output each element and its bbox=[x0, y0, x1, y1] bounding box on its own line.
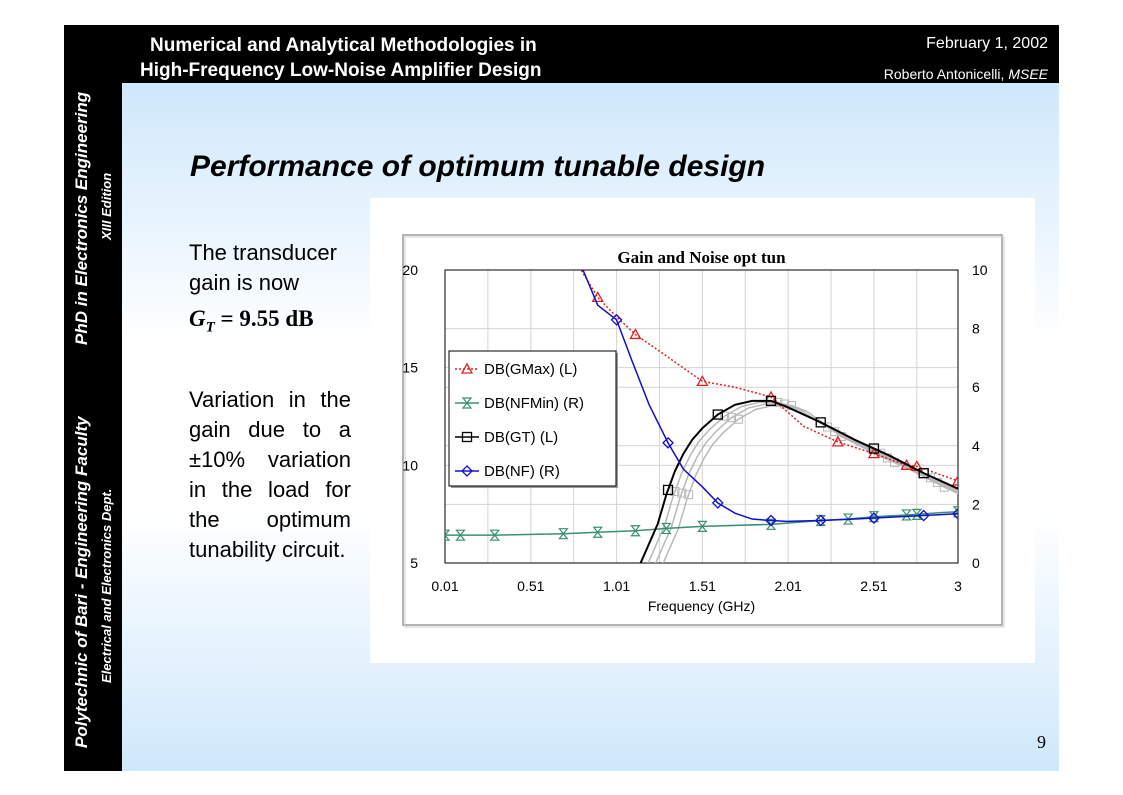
page-number: 9 bbox=[1037, 732, 1046, 752]
right-y-tick-label: 4 bbox=[972, 437, 980, 454]
gt-value: = 9.55 dB bbox=[214, 306, 314, 331]
sidebar-edition: XIII Edition bbox=[99, 172, 114, 240]
right-y-tick-label: 2 bbox=[972, 496, 980, 513]
legend-label-gt: DB(GT) (L) bbox=[484, 429, 559, 446]
author-name: Roberto Antonicelli, bbox=[883, 66, 1005, 82]
x-tick-label: 0.51 bbox=[517, 578, 545, 594]
header-title-line2: High-Frequency Low-Noise Amplifier Design bbox=[140, 60, 542, 81]
x-tick-label: 1.01 bbox=[602, 578, 631, 594]
header-title-line1: Numerical and Analytical Methodologies in bbox=[150, 35, 537, 56]
author-degree: MSEE bbox=[1008, 66, 1048, 82]
gt-formula bbox=[189, 304, 351, 343]
x-axis-label: Frequency (GHz) bbox=[647, 598, 756, 614]
left-y-tick-label: 5 bbox=[410, 555, 418, 571]
left-y-tick-label: 15 bbox=[402, 359, 418, 376]
gt-symbol: G bbox=[189, 306, 206, 331]
body-text bbox=[189, 238, 351, 565]
sidebar-institution: Polytechnic of Bari - Engineering Faculty bbox=[72, 416, 91, 748]
chart-title: Gain and Noise opt tun bbox=[617, 248, 786, 267]
gt-subscript: T bbox=[205, 319, 215, 336]
left-y-tick-label: 10 bbox=[402, 457, 418, 474]
legend-label-gmax: DB(GMax) (L) bbox=[484, 361, 578, 378]
x-tick-label: 2.51 bbox=[860, 578, 888, 594]
gain-noise-chart bbox=[370, 198, 1035, 663]
right-y-tick-label: 8 bbox=[972, 320, 980, 337]
x-tick-label: 2.01 bbox=[774, 578, 802, 594]
legend-label-nfmin: DB(NFMin) (R) bbox=[484, 395, 584, 412]
chart-panel bbox=[370, 198, 1035, 663]
header-date: February 1, 2002 bbox=[926, 35, 1048, 52]
right-y-tick-label: 6 bbox=[972, 379, 980, 396]
right-y-tick-label: 0 bbox=[972, 555, 980, 571]
sidebar-department: Electrical and Electronics Dept. bbox=[99, 488, 114, 683]
slide-heading: Performance of optimum tunable design bbox=[190, 150, 766, 183]
gain-description: The transducer gain is now bbox=[189, 240, 337, 295]
x-tick-label: 3 bbox=[954, 578, 962, 594]
sidebar-program: PhD in Electronics Engineering bbox=[72, 91, 91, 345]
variation-description: Variation in the gain due to a ±10% variation in the load for the optimum tunability circuit. bbox=[189, 386, 351, 562]
left-y-tick-label: 20 bbox=[402, 262, 418, 278]
header-author bbox=[884, 66, 1048, 82]
x-tick-label: 0.01 bbox=[431, 578, 459, 594]
legend-label-nf: DB(NF) (R) bbox=[484, 463, 560, 480]
x-tick-label: 1.51 bbox=[688, 578, 716, 594]
right-y-tick-label: 10 bbox=[972, 262, 988, 278]
